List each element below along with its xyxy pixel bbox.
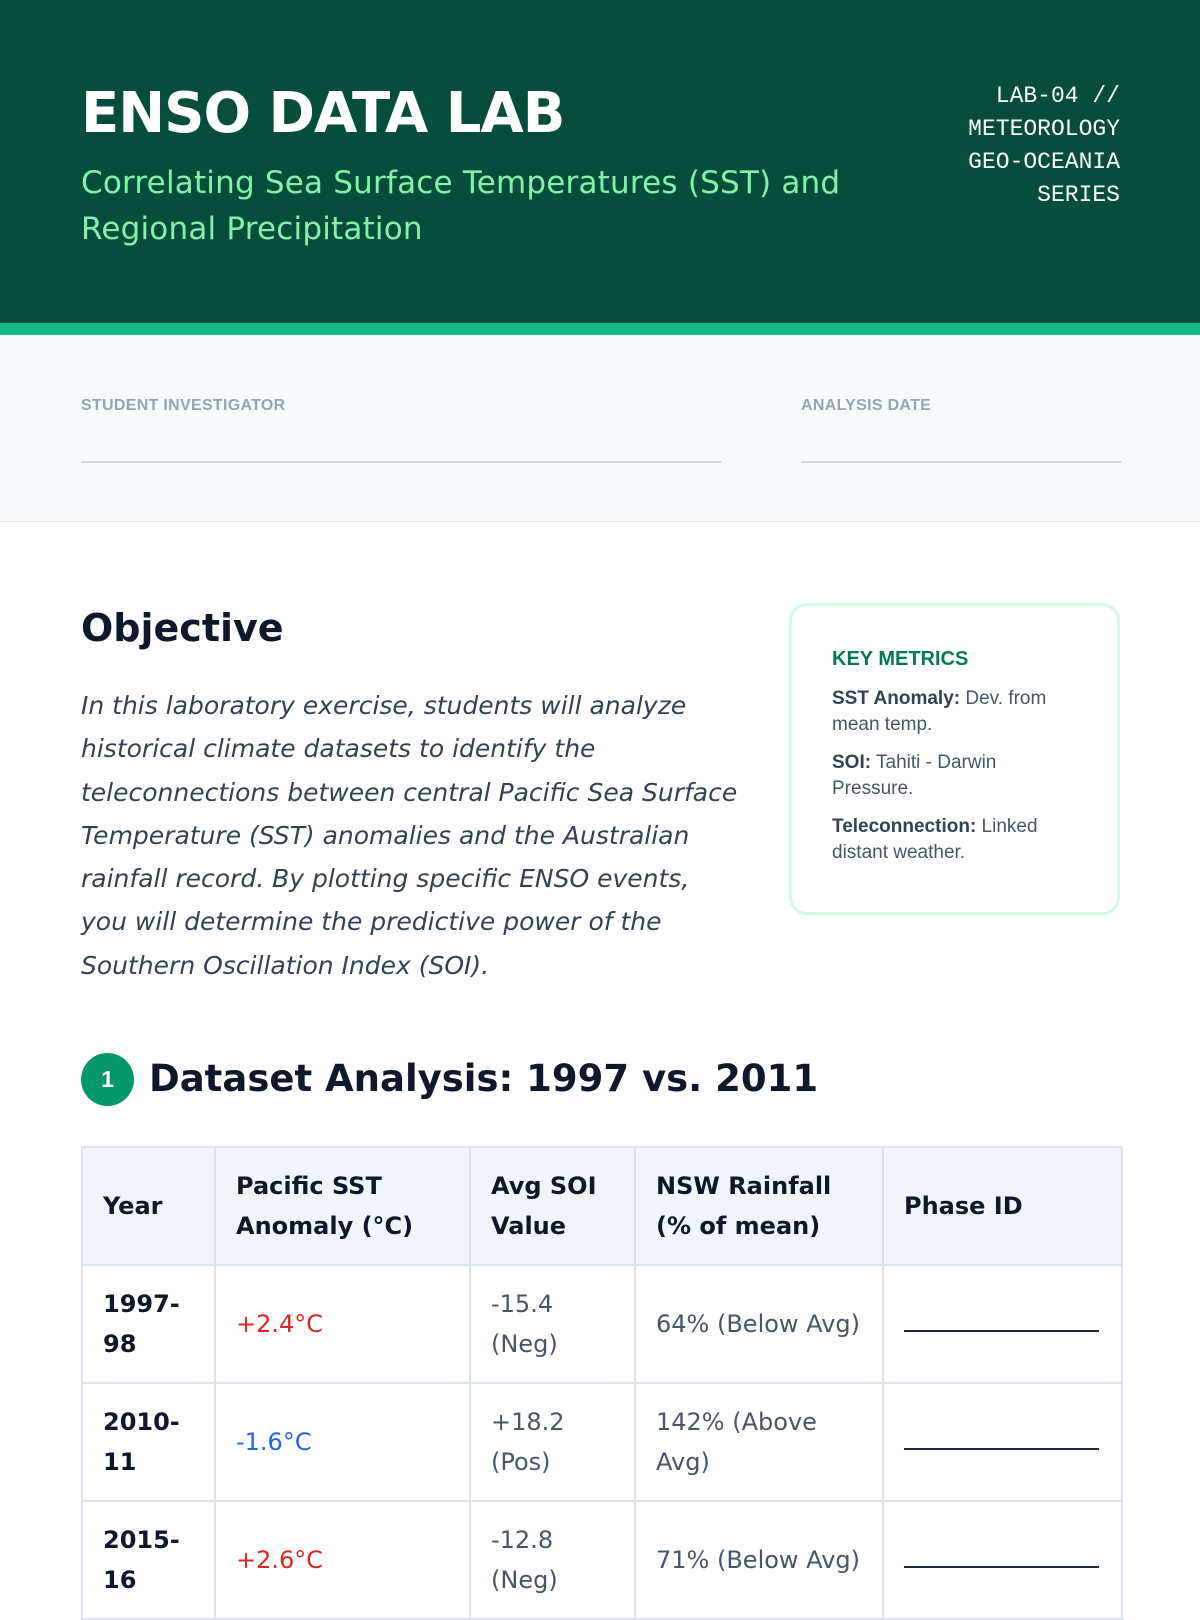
phase-id-cell[interactable] <box>883 1383 1122 1501</box>
lab-subtitle: Correlating Sea Surface Temperatures (SST) and Regional Precipitation <box>81 165 841 247</box>
sst-anomaly-cell: +2.4°C <box>215 1265 470 1383</box>
column-header-soi: Avg SOI Value <box>470 1147 635 1265</box>
metric-item <box>832 686 1077 738</box>
series-code <box>900 80 1120 212</box>
rainfall-cell: 64% (Below Avg) <box>635 1265 883 1383</box>
metric-desc: Tahiti - Darwin Pressure. <box>832 752 997 799</box>
column-header-phase: Phase ID <box>883 1147 1122 1265</box>
column-header-sst: Pacific SST Anomaly (°C) <box>215 1147 470 1265</box>
metric-term: SST Anomaly: <box>832 688 961 709</box>
metric-desc: Linked distant weather. <box>832 816 1038 863</box>
metric-item <box>832 814 1077 866</box>
sst-anomaly-cell: +2.6°C <box>215 1501 470 1619</box>
table-row <box>82 1501 1122 1619</box>
student-name-line[interactable] <box>81 461 721 463</box>
column-header-year: Year <box>82 1147 215 1265</box>
sst-anomaly-cell: -1.6°C <box>215 1383 470 1501</box>
metric-desc: Dev. from mean temp. <box>832 688 1047 735</box>
section-heading <box>81 1052 818 1106</box>
phase-id-blank[interactable] <box>904 1330 1099 1332</box>
phase-id-blank[interactable] <box>904 1448 1099 1450</box>
page-header <box>0 0 1200 335</box>
phase-id-blank[interactable] <box>904 1566 1099 1568</box>
series-line: GEO-OCEANIA <box>968 149 1120 175</box>
year-cell: 2015-16 <box>82 1501 215 1619</box>
student-investigator-field[interactable] <box>81 397 721 467</box>
rainfall-cell: 142% (Above Avg) <box>635 1383 883 1501</box>
key-metrics-box <box>789 603 1120 915</box>
section-title: Dataset Analysis: 1997 vs. 2011 <box>149 1057 819 1100</box>
info-bar <box>0 335 1200 522</box>
objective-heading: Objective <box>81 606 284 650</box>
analysis-date-label: ANALYSIS DATE <box>801 397 932 414</box>
step-number-badge: 1 <box>81 1053 134 1106</box>
column-header-rainfall: NSW Rainfall (% of mean) <box>635 1147 883 1265</box>
phase-id-cell[interactable] <box>883 1265 1122 1383</box>
student-investigator-label: STUDENT INVESTIGATOR <box>81 397 286 414</box>
rainfall-cell: 71% (Below Avg) <box>635 1501 883 1619</box>
analysis-date-line[interactable] <box>801 461 1121 463</box>
soi-value-cell: -12.8 (Neg) <box>470 1501 635 1619</box>
soi-value-cell: -15.4 (Neg) <box>470 1265 635 1383</box>
series-line: LAB-04 // <box>995 83 1120 109</box>
metric-item <box>832 750 1077 802</box>
table-row <box>82 1383 1122 1501</box>
series-line: METEOROLOGY <box>968 116 1120 142</box>
series-line: SERIES <box>1037 182 1120 208</box>
soi-value-cell: +18.2 (Pos) <box>470 1383 635 1501</box>
metric-term: SOI: <box>832 752 872 773</box>
key-metrics-title: KEY METRICS <box>832 648 969 670</box>
lab-title: ENSO DATA LAB <box>81 81 565 146</box>
metric-term: Teleconnection: <box>832 816 977 837</box>
table-header-row <box>82 1147 1122 1265</box>
analysis-date-field[interactable] <box>801 397 1121 467</box>
year-cell: 2010-11 <box>82 1383 215 1501</box>
objective-text: In this laboratory exercise, students will analyze historical climate datasets to identify the teleconnections between central Pacific Sea Surface Temperature (SST) anomalies and the Australian rainfall record. By plotting specific ENSO events, you will determine the predictive power of the Southern Oscillation Index (SOI). <box>81 691 738 980</box>
dataset-table <box>81 1146 1123 1620</box>
phase-id-cell[interactable] <box>883 1501 1122 1619</box>
table-row <box>82 1265 1122 1383</box>
year-cell: 1997-98 <box>82 1265 215 1383</box>
